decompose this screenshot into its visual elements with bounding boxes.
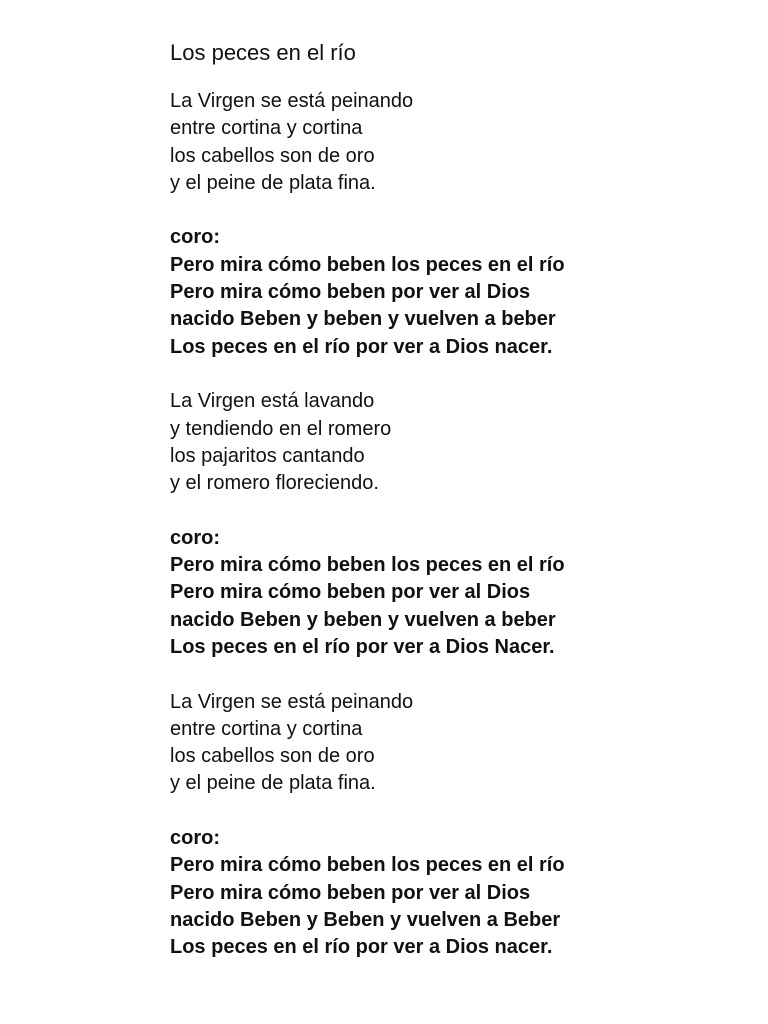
verse-stanza-2 xyxy=(170,388,730,497)
chorus-line: Pero mira cómo beben los peces en el río xyxy=(170,253,565,276)
chorus-line: nacido Beben y beben y vuelven a beber xyxy=(170,308,556,331)
chorus-line: Pero mira cómo beben los peces en el río xyxy=(170,554,565,577)
chorus-label: coro: xyxy=(170,526,220,549)
verse-line: entre cortina y cortina xyxy=(170,117,363,140)
chorus-line: Pero mira cómo beben los peces en el río xyxy=(170,854,565,877)
verse-line: La Virgen se está peinando xyxy=(170,90,414,112)
verse-line: La Virgen se está peinando xyxy=(170,690,414,713)
stanza-gap xyxy=(170,361,730,388)
stanza-gap xyxy=(170,661,730,688)
verse-line: entre cortina y cortina xyxy=(170,717,363,740)
document-page xyxy=(170,38,730,962)
chorus-line: Pero mira cómo beben por ver al Dios xyxy=(170,281,531,304)
verse-line: y el peine de plata fina. xyxy=(170,171,376,194)
chorus-label: coro: xyxy=(170,226,220,249)
song-title: Los peces en el río xyxy=(170,40,356,65)
chorus-line: Los peces en el río por ver a Dios Nacer. xyxy=(170,635,555,658)
verse-line: y el romero floreciendo. xyxy=(170,472,379,495)
verse-line: y tendiendo en el romero xyxy=(170,417,392,440)
verse-line: y el peine de plata fina. xyxy=(170,772,376,795)
chorus-line: Los peces en el río por ver a Dios nacer. xyxy=(170,335,553,358)
chorus-stanza-3 xyxy=(170,825,730,961)
chorus-line: Los peces en el río por ver a Dios nacer. xyxy=(170,936,553,959)
verse-stanza-1 xyxy=(170,88,730,197)
chorus-stanza-1 xyxy=(170,224,730,360)
chorus-stanza-2 xyxy=(170,525,730,661)
stanza-gap xyxy=(170,497,730,524)
verse-stanza-3 xyxy=(170,689,730,798)
verse-line: La Virgen está lavando xyxy=(170,390,375,413)
verse-line: los pajaritos cantando xyxy=(170,444,365,467)
chorus-line: nacido Beben y beben y vuelven a beber xyxy=(170,608,556,631)
chorus-line: Pero mira cómo beben por ver al Dios xyxy=(170,881,531,904)
chorus-line: nacido Beben y Beben y vuelven a Beber xyxy=(170,908,561,931)
chorus-line: Pero mira cómo beben por ver al Dios xyxy=(170,581,531,604)
verse-line: los cabellos son de oro xyxy=(170,745,375,768)
chorus-label: coro: xyxy=(170,827,220,850)
stanza-gap xyxy=(170,798,730,825)
verse-line: los cabellos son de oro xyxy=(170,144,375,167)
stanza-gap xyxy=(170,197,730,224)
